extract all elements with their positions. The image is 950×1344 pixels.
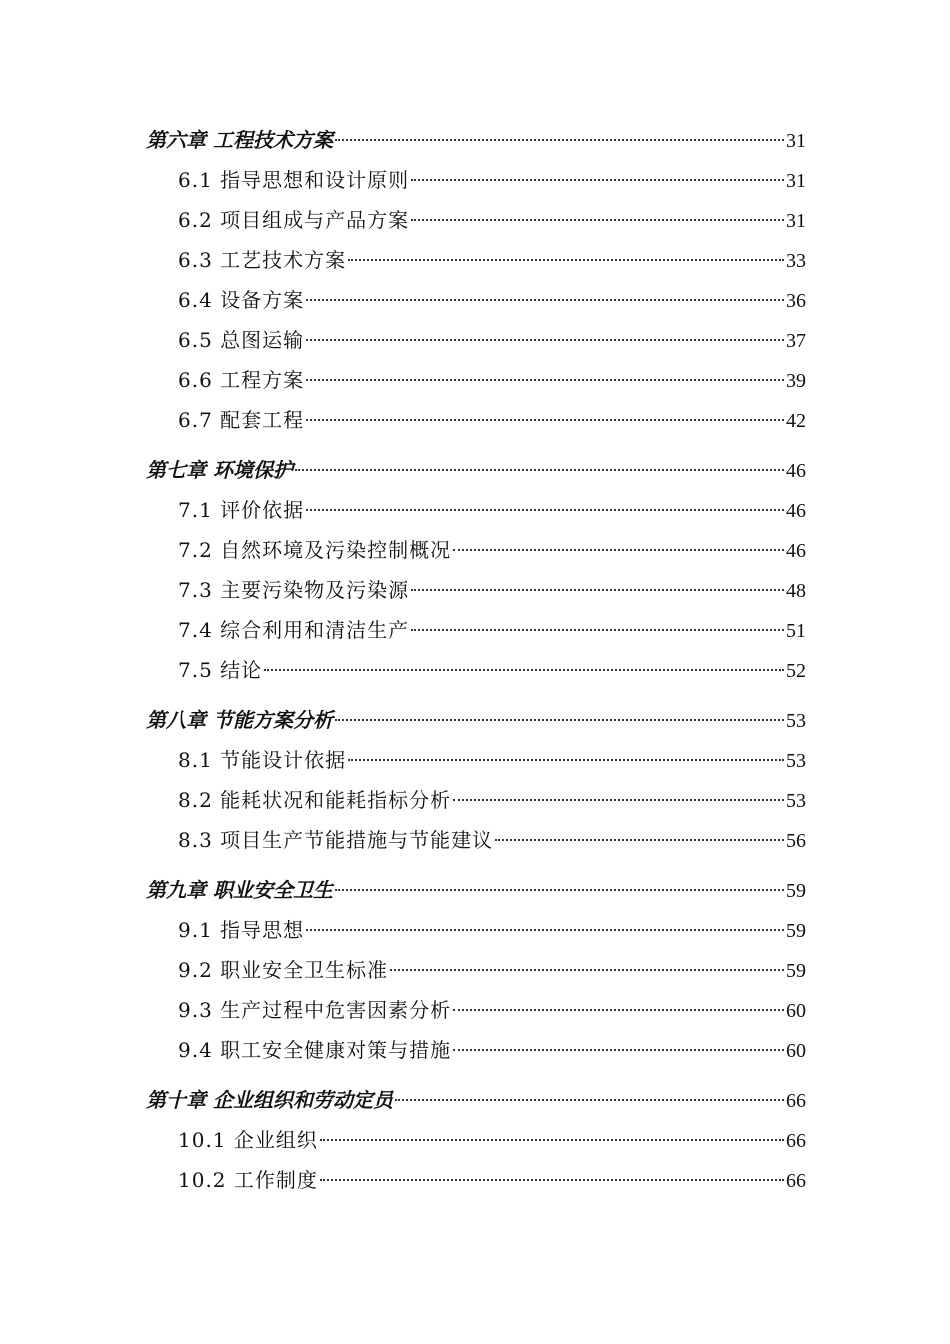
toc-page-number: 66 bbox=[786, 1170, 806, 1192]
toc-entry-title: 9.2 职业安全卫生标准 bbox=[178, 958, 389, 982]
toc-dot-leader bbox=[453, 549, 784, 551]
toc-entry-title: 7.4 综合利用和清洁生产 bbox=[178, 618, 410, 642]
toc-entry-title: 第六章 工程技术方案 bbox=[146, 128, 333, 152]
toc-page-number: 56 bbox=[786, 830, 806, 852]
toc-entry-title: 6.1 指导思想和设计原则 bbox=[178, 168, 410, 192]
toc-page-number: 39 bbox=[786, 370, 806, 392]
toc-dot-leader bbox=[411, 179, 784, 181]
toc-entry-title: 9.3 生产过程中危害因素分析 bbox=[178, 998, 452, 1022]
toc-entry-title: 6.3 工艺技术方案 bbox=[178, 248, 347, 272]
toc-page-number: 53 bbox=[786, 790, 806, 812]
toc-dot-leader bbox=[264, 669, 784, 671]
toc-dot-leader bbox=[453, 1009, 784, 1011]
toc-page-number: 51 bbox=[786, 620, 806, 642]
toc-page-number: 60 bbox=[786, 1000, 806, 1022]
toc-section-entry[interactable] bbox=[146, 780, 806, 820]
toc-entry-title: 第七章 环境保护 bbox=[146, 458, 293, 482]
toc-entry-title: 第十章 企业组织和劳动定员 bbox=[146, 1088, 393, 1112]
toc-dot-leader bbox=[348, 759, 784, 761]
toc-entry-title: 8.2 能耗状况和能耗指标分析 bbox=[178, 788, 452, 812]
toc-dot-leader bbox=[348, 259, 784, 261]
toc-dot-leader bbox=[411, 219, 784, 221]
toc-dot-leader bbox=[411, 629, 784, 631]
toc-dot-leader bbox=[335, 889, 784, 891]
toc-section-entry[interactable] bbox=[146, 740, 806, 780]
toc-entry-title: 8.3 项目生产节能措施与节能建议 bbox=[178, 828, 494, 852]
toc-dot-leader bbox=[411, 589, 784, 591]
toc-dot-leader bbox=[306, 379, 784, 381]
toc-entry-title: 10.2 工作制度 bbox=[178, 1168, 318, 1192]
toc-page-number: 33 bbox=[786, 250, 806, 272]
toc-entry-title: 6.4 设备方案 bbox=[178, 288, 305, 312]
toc-page-number: 59 bbox=[786, 920, 806, 942]
toc-page-number: 31 bbox=[786, 210, 806, 232]
toc-dot-leader bbox=[306, 419, 784, 421]
toc-page-number: 48 bbox=[786, 580, 806, 602]
toc-entry-title: 9.1 指导思想 bbox=[178, 918, 305, 942]
toc-dot-leader bbox=[390, 969, 784, 971]
toc-section-entry[interactable] bbox=[146, 610, 806, 650]
toc-page-number: 59 bbox=[786, 960, 806, 982]
toc-dot-leader bbox=[295, 469, 784, 471]
toc-page-number: 46 bbox=[786, 540, 806, 562]
toc-entry-title: 7.2 自然环境及污染控制概况 bbox=[178, 538, 452, 562]
toc-page-number: 46 bbox=[786, 500, 806, 522]
toc-entry-title: 7.5 结论 bbox=[178, 658, 263, 682]
toc-entry-title: 7.3 主要污染物及污染源 bbox=[178, 578, 410, 602]
toc-entry-title: 7.1 评价依据 bbox=[178, 498, 305, 522]
toc-section-entry[interactable] bbox=[146, 650, 806, 690]
toc-section-entry[interactable] bbox=[146, 240, 806, 280]
toc-section-entry[interactable] bbox=[146, 820, 806, 860]
toc-section-entry[interactable] bbox=[146, 990, 806, 1030]
toc-chapter-entry[interactable] bbox=[146, 700, 806, 740]
toc-dot-leader bbox=[495, 839, 784, 841]
toc-chapter-entry[interactable] bbox=[146, 120, 806, 160]
toc-page-number: 66 bbox=[786, 1130, 806, 1152]
toc-page-number: 37 bbox=[786, 330, 806, 352]
toc-dot-leader bbox=[306, 929, 784, 931]
toc-entry-title: 6.7 配套工程 bbox=[178, 408, 305, 432]
toc-page-number: 59 bbox=[786, 880, 806, 902]
toc-section-entry[interactable] bbox=[146, 160, 806, 200]
toc-section-entry[interactable] bbox=[146, 320, 806, 360]
toc-dot-leader bbox=[320, 1139, 784, 1141]
toc-chapter-entry[interactable] bbox=[146, 870, 806, 910]
toc-page-number: 52 bbox=[786, 660, 806, 682]
toc-section-entry[interactable] bbox=[146, 910, 806, 950]
toc-dot-leader bbox=[453, 799, 784, 801]
toc-section-entry[interactable] bbox=[146, 1120, 806, 1160]
toc-page-number: 31 bbox=[786, 170, 806, 192]
toc-page-number: 66 bbox=[786, 1090, 806, 1112]
toc-dot-leader bbox=[335, 719, 784, 721]
toc-chapter-entry[interactable] bbox=[146, 1080, 806, 1120]
toc-entry-title: 6.5 总图运输 bbox=[178, 328, 305, 352]
toc-entry-title: 第九章 职业安全卫生 bbox=[146, 878, 333, 902]
toc-page-number: 53 bbox=[786, 750, 806, 772]
toc-section-entry[interactable] bbox=[146, 400, 806, 440]
toc-entry-title: 6.2 项目组成与产品方案 bbox=[178, 208, 410, 232]
toc-entry-title: 10.1 企业组织 bbox=[178, 1128, 318, 1152]
toc-dot-leader bbox=[395, 1099, 784, 1101]
toc-section-entry[interactable] bbox=[146, 280, 806, 320]
toc-section-entry[interactable] bbox=[146, 360, 806, 400]
toc-chapter-entry[interactable] bbox=[146, 450, 806, 490]
toc-section-entry[interactable] bbox=[146, 200, 806, 240]
toc-page-number: 60 bbox=[786, 1040, 806, 1062]
toc-page-number: 42 bbox=[786, 410, 806, 432]
toc-section-entry[interactable] bbox=[146, 490, 806, 530]
toc-section-entry[interactable] bbox=[146, 950, 806, 990]
toc-entry-title: 6.6 工程方案 bbox=[178, 368, 305, 392]
toc-dot-leader bbox=[320, 1179, 784, 1181]
toc-page-number: 53 bbox=[786, 710, 806, 732]
toc-dot-leader bbox=[453, 1049, 784, 1051]
toc-page-number: 46 bbox=[786, 460, 806, 482]
toc-entry-title: 8.1 节能设计依据 bbox=[178, 748, 347, 772]
toc-page-number: 36 bbox=[786, 290, 806, 312]
toc-dot-leader bbox=[306, 299, 784, 301]
toc-entry-title: 9.4 职工安全健康对策与措施 bbox=[178, 1038, 452, 1062]
toc-entry-title: 第八章 节能方案分析 bbox=[146, 708, 333, 732]
toc-page-number: 31 bbox=[786, 130, 806, 152]
toc-dot-leader bbox=[335, 139, 784, 141]
toc-dot-leader bbox=[306, 509, 784, 511]
toc-section-entry[interactable] bbox=[146, 1030, 806, 1070]
toc-section-entry[interactable] bbox=[146, 530, 806, 570]
toc-section-entry[interactable] bbox=[146, 570, 806, 610]
toc-dot-leader bbox=[306, 339, 784, 341]
table-of-contents bbox=[146, 120, 806, 1200]
toc-section-entry[interactable] bbox=[146, 1160, 806, 1200]
